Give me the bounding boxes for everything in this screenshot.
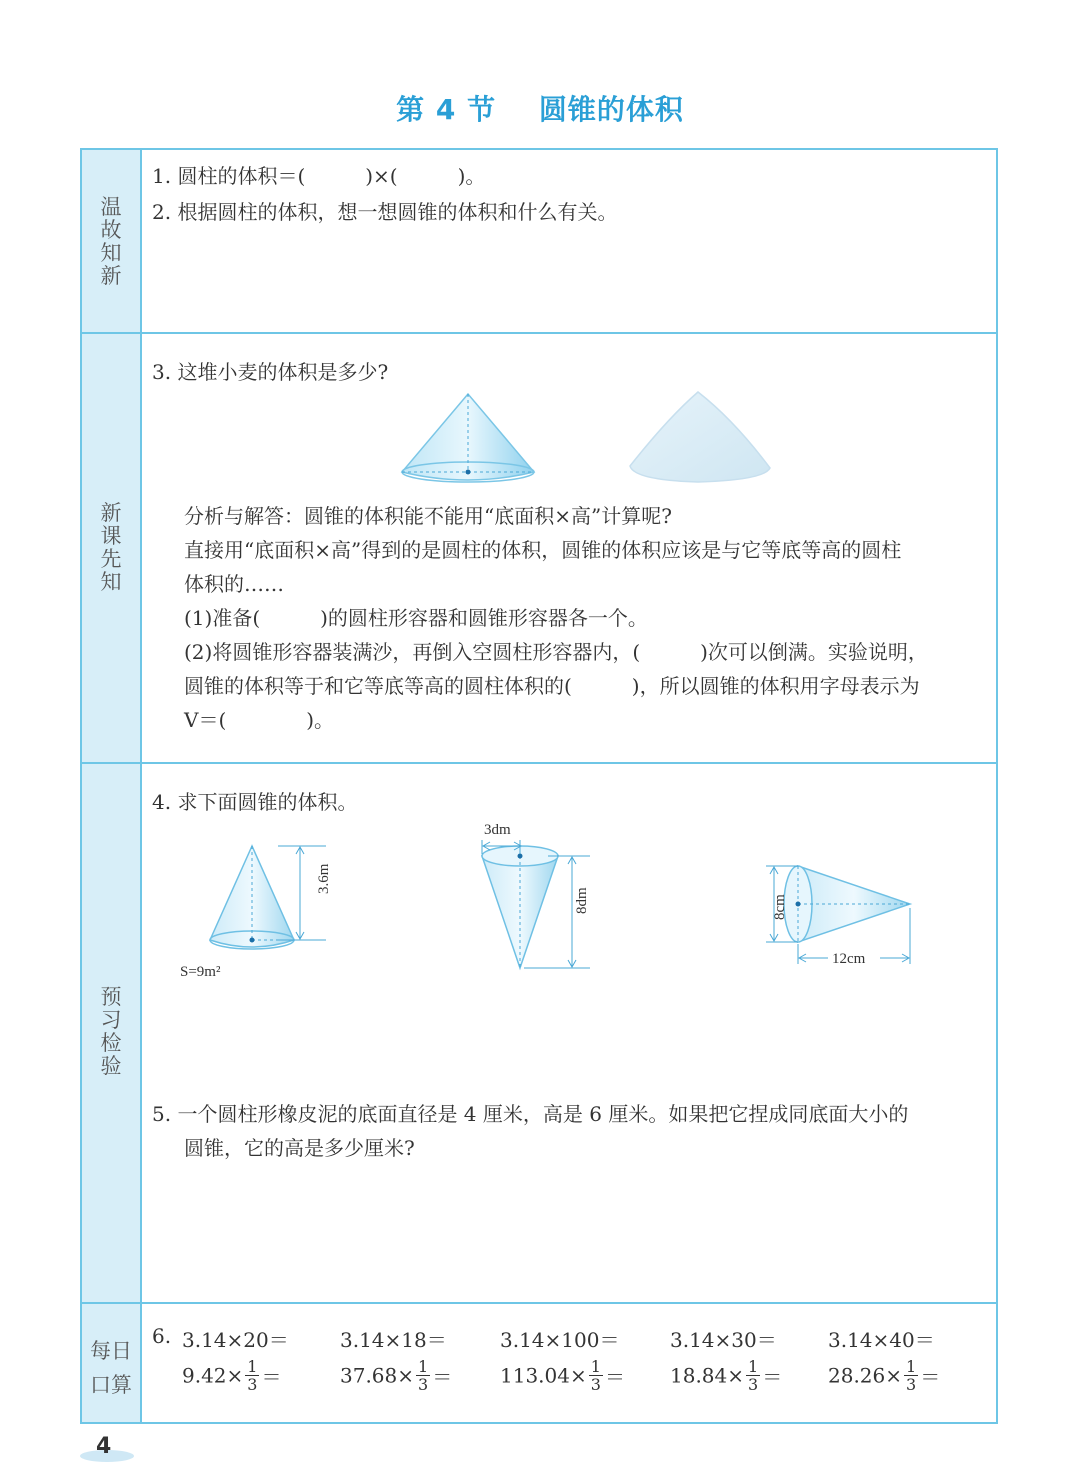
divider — [82, 1302, 996, 1304]
cone-problems — [178, 814, 998, 994]
calc-item: 3.14×40＝ — [828, 1328, 935, 1352]
calc-item: 3.14×100＝ — [500, 1328, 620, 1352]
section-label-char: 知 — [100, 570, 122, 594]
section-title: 圆锥的体积 — [538, 93, 684, 126]
review-label — [82, 196, 140, 288]
analysis-line-3: 体积的…… — [184, 572, 284, 596]
worksheet-frame — [80, 148, 998, 1424]
fraction-one-third: $\frac{1}{3}$ — [590, 1357, 601, 1394]
section-label-line: 口算 — [90, 1373, 132, 1397]
cone-3-length: 12cm — [832, 951, 866, 967]
section-label-char: 检 — [100, 1031, 122, 1055]
wheat-pile-figure — [630, 392, 770, 482]
section-label-char: 新 — [100, 501, 122, 525]
question-3: 3. 这堆小麦的体积是多少? — [152, 360, 389, 384]
cone-2 — [482, 822, 590, 968]
fraction-one-third: $\frac{1}{3}$ — [418, 1357, 429, 1394]
cone-2-height: 8dm — [574, 887, 590, 914]
calc-fraction-item: 9.42× $\frac{1}{3}$ ＝ — [182, 1357, 282, 1394]
step-2: (2)将圆锥形容器装满沙，再倒入空圆柱形容器内，( )次可以倒满。实验说明， — [184, 640, 928, 664]
section-label-char: 验 — [100, 1054, 122, 1078]
section-label-char: 课 — [100, 524, 122, 548]
page-number: 4 — [96, 1434, 112, 1459]
section-label-char: 习 — [100, 1008, 122, 1032]
section-label-char: 故 — [100, 218, 122, 242]
question-5-line-2: 圆锥，它的高是多少厘米? — [184, 1136, 415, 1160]
calc-item: 3.14×20＝ — [182, 1328, 289, 1352]
calc-item: 3.14×30＝ — [670, 1328, 777, 1352]
fraction-one-third: $\frac{1}{3}$ — [247, 1357, 258, 1394]
question-1: 1. 圆柱的体积＝( )×( )。 — [152, 164, 486, 188]
section-label-char: 知 — [100, 241, 122, 265]
side-column — [82, 150, 142, 1422]
calc-fraction-item: 28.26× $\frac{1}{3}$ ＝ — [828, 1357, 941, 1394]
divider — [82, 762, 996, 764]
divider — [82, 332, 996, 334]
section-label-line: 每日 — [90, 1339, 132, 1363]
section-label-preview — [82, 502, 140, 594]
question-6-label: 6. — [152, 1324, 172, 1348]
fraction-one-third: $\frac{1}{3}$ — [748, 1357, 759, 1394]
step-1: (1)准备( )的圆柱形容器和圆锥形容器各一个。 — [184, 606, 648, 630]
analysis-text: 分析与解答：圆锥的体积能不能用“底面积×高”计算呢? — [184, 504, 672, 528]
calc-fraction-item: 113.04× $\frac{1}{3}$ ＝ — [500, 1357, 625, 1394]
section-label-char: 预 — [100, 985, 122, 1009]
cone-3-diameter: 8cm — [772, 894, 788, 920]
cone-figure — [402, 394, 534, 482]
analysis-line-2: 直接用“底面积×高”得到的是圆柱的体积，圆锥的体积应该是与它等底等高的圆柱 — [184, 538, 902, 562]
question-5-line-1: 5. 一个圆柱形橡皮泥的底面直径是 4 厘米，高是 6 厘米。如果把它捏成同底面大小的 — [152, 1102, 909, 1126]
step-2-cont: 圆锥的体积等于和它等底等高的圆柱体积的( )，所以圆锥的体积用字母表示为 — [184, 674, 920, 698]
cone-1-area: S=9m² — [180, 964, 221, 980]
section-label-review — [82, 196, 140, 288]
fraction-one-third: $\frac{1}{3}$ — [906, 1357, 917, 1394]
cone-1 — [180, 846, 332, 980]
section-label-char: 先 — [100, 547, 122, 571]
section-label-check — [82, 986, 140, 1078]
cone-1-height: 3.6m — [316, 863, 332, 894]
section-label-daily — [82, 1334, 140, 1402]
cone-3 — [766, 866, 910, 967]
calc-fraction-item: 18.84× $\frac{1}{3}$ ＝ — [670, 1357, 783, 1394]
question-4: 4. 求下面圆锥的体积。 — [152, 790, 358, 814]
calc-item: 3.14×18＝ — [340, 1328, 447, 1352]
section-label-char: 温 — [100, 195, 122, 219]
cone-2-diameter: 3dm — [484, 822, 511, 838]
section-number: 第 4 节 — [396, 93, 497, 126]
section-label-char: 新 — [100, 264, 122, 288]
calc-fraction-item: 37.68× $\frac{1}{3}$ ＝ — [340, 1357, 453, 1394]
wheat-pile-figures — [398, 388, 798, 488]
question-2: 2. 根据圆柱的体积，想一想圆锥的体积和什么有关。 — [152, 200, 618, 224]
step-2-formula: V＝( )。 — [184, 708, 335, 732]
page-title — [0, 88, 1080, 128]
